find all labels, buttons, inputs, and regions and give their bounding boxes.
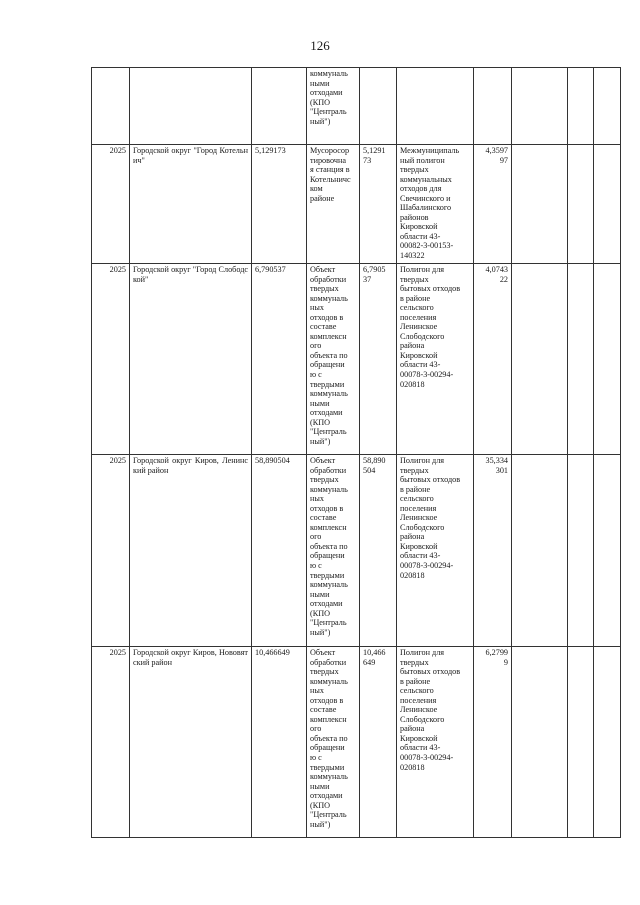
object-line: комплексн [310, 714, 347, 724]
empty-cell [568, 264, 594, 455]
object-line: ных [310, 494, 324, 504]
object-line: коммуналь [310, 580, 348, 590]
object-line: (КПО [310, 608, 331, 618]
object-line: коммуналь [310, 293, 348, 303]
object-line: ными [310, 589, 330, 599]
object-cell [307, 647, 360, 838]
destination-line: Ленинское [400, 513, 438, 523]
destination-line: 00078-3-00294- [400, 370, 454, 380]
object-line: ными [310, 398, 330, 408]
destination-line: Ленинское [400, 705, 438, 715]
object-line: ными [310, 781, 330, 791]
value-cell [474, 68, 512, 145]
object-line: ный") [310, 819, 331, 829]
empty-cell [512, 68, 568, 145]
destination-line: Кировской [400, 222, 438, 232]
volume-cell: 10,466649 [252, 647, 307, 838]
empty-cell [568, 145, 594, 264]
object-line: ю с [310, 561, 322, 571]
value-line: 301 [495, 465, 508, 475]
object-line: отходов в [310, 503, 344, 513]
value-cell [474, 455, 512, 647]
object-line: комплексн [310, 522, 347, 532]
object-line: ными [310, 78, 330, 88]
quantity-cell [360, 264, 397, 455]
destination-line: Слободского [400, 714, 445, 724]
destination-line: Кировской [400, 733, 438, 743]
value-line: 9 [503, 657, 508, 667]
object-line: (КПО [310, 800, 331, 810]
empty-cell [594, 455, 621, 647]
municipality-cell: Городской округ "Город Слободской" [130, 264, 252, 455]
value-line: 4,3597 [485, 146, 508, 155]
destination-line: районов [400, 212, 429, 222]
destination-line: сельского [400, 303, 434, 313]
destination-line: твердых [400, 657, 429, 667]
table-row [92, 455, 621, 647]
year-cell [92, 68, 130, 145]
destination-line: 00082-3-00153- [400, 241, 454, 251]
object-line: ком [310, 184, 323, 194]
destination-line: в районе [400, 676, 431, 686]
destination-line: в районе [400, 484, 431, 494]
destination-line: поселения [400, 312, 437, 322]
value-line: 22 [499, 274, 508, 284]
object-line: тировочна [310, 155, 346, 165]
object-line: "Централь [310, 107, 347, 117]
volume-cell: 6,790537 [252, 264, 307, 455]
destination-line: Шабалинского [400, 203, 452, 213]
object-line: (КПО [310, 417, 331, 427]
object-line: "Централь [310, 618, 347, 628]
object-cell [307, 264, 360, 455]
object-line: ю с [310, 370, 322, 380]
destination-line: Слободского [400, 331, 445, 341]
empty-cell [568, 455, 594, 647]
year-cell: 2025 [92, 647, 130, 838]
object-line: отходов в [310, 695, 344, 705]
destination-line: Межмуниципаль [400, 146, 460, 155]
object-line: коммуналь [310, 676, 348, 686]
destination-line: бытовых отходов [400, 475, 461, 485]
municipality-cell: Городской округ Киров, Ленинский район [130, 455, 252, 647]
destination-line: 020818 [400, 379, 425, 389]
volume-cell: 5,129173 [252, 145, 307, 264]
empty-cell [594, 264, 621, 455]
object-line: обработки [310, 657, 347, 667]
destination-line: отходов для [400, 184, 442, 194]
object-line: ный") [310, 627, 331, 637]
object-line: ого [310, 724, 322, 734]
object-line: Котельничс [310, 174, 351, 184]
value-cell [474, 264, 512, 455]
destination-line: поселения [400, 503, 437, 513]
destination-cell [397, 264, 474, 455]
object-line: Мусоросор [310, 146, 350, 155]
quantity-line: 58,890 [363, 456, 386, 465]
destination-line: 020818 [400, 570, 425, 580]
object-cell [307, 68, 360, 145]
object-line: ный") [310, 116, 331, 126]
object-cell [307, 455, 360, 647]
year-cell: 2025 [92, 455, 130, 647]
destination-line: Полигон для [400, 648, 445, 657]
quantity-line: 504 [363, 465, 376, 475]
destination-line: твердых [400, 465, 429, 475]
object-line: ого [310, 341, 322, 351]
object-line: коммуналь [310, 484, 348, 494]
quantity-cell [360, 145, 397, 264]
object-line: отходами [310, 408, 343, 418]
value-line: 97 [499, 155, 508, 165]
quantity-line: 649 [363, 657, 376, 667]
destination-line: сельского [400, 494, 434, 504]
object-line: ого [310, 532, 322, 542]
object-line: отходами [310, 88, 343, 98]
object-line: коммуналь [310, 69, 348, 78]
municipality-cell [130, 68, 252, 145]
value-line: 35,334 [485, 456, 508, 465]
object-line: твердыми [310, 570, 345, 580]
empty-cell [568, 647, 594, 838]
destination-line: Ленинское [400, 322, 438, 332]
quantity-line: 10,466 [363, 648, 386, 657]
destination-line: района [400, 532, 425, 542]
destination-line: района [400, 724, 425, 734]
municipality-cell: Городской округ Киров, Нововятский район [130, 647, 252, 838]
object-line: твердых [310, 284, 339, 294]
volume-cell: 58,890504 [252, 455, 307, 647]
object-line: коммуналь [310, 389, 348, 399]
object-line: составе [310, 322, 337, 332]
quantity-cell [360, 68, 397, 145]
object-line: составе [310, 705, 337, 715]
object-line: обработки [310, 465, 347, 475]
destination-line: области 43- [400, 360, 441, 370]
object-line: (КПО [310, 97, 331, 107]
object-line: Объект [310, 265, 336, 274]
table-row [92, 68, 621, 145]
object-line: отходами [310, 791, 343, 801]
page-number: 126 [310, 38, 330, 53]
object-line: составе [310, 513, 337, 523]
destination-cell [397, 647, 474, 838]
destination-line: в районе [400, 293, 431, 303]
destination-line: 00078-3-00294- [400, 753, 454, 763]
empty-cell [594, 68, 621, 145]
object-line: объекта по [310, 350, 348, 360]
object-line: ных [310, 303, 324, 313]
object-line: обработки [310, 274, 347, 284]
destination-line: Кировской [400, 350, 438, 360]
value-line: 4,0743 [485, 265, 508, 274]
quantity-line: 73 [363, 155, 372, 165]
object-line: обращени [310, 551, 345, 561]
municipality-cell: Городской округ "Город Котельнич" [130, 145, 252, 264]
destination-line: коммунальных [400, 174, 452, 184]
destination-line: ный полигон [400, 155, 445, 165]
object-line: комплексн [310, 331, 347, 341]
object-line: "Централь [310, 427, 347, 437]
empty-cell [512, 455, 568, 647]
destination-cell [397, 145, 474, 264]
object-line: ный") [310, 436, 331, 446]
destination-cell [397, 68, 474, 145]
destination-line: Кировской [400, 541, 438, 551]
destination-line: Полигон для [400, 265, 445, 274]
table-body [92, 68, 621, 838]
destination-line: Полигон для [400, 456, 445, 465]
destination-line: 140322 [400, 251, 425, 261]
destination-line: области 43- [400, 743, 441, 753]
object-line: Объект [310, 648, 336, 657]
object-line: районе [310, 193, 335, 203]
empty-cell [512, 647, 568, 838]
object-line: отходов в [310, 312, 344, 322]
empty-cell [594, 647, 621, 838]
volume-cell [252, 68, 307, 145]
table-row [92, 264, 621, 455]
object-line: твердых [310, 667, 339, 677]
value-line: 6,2799 [485, 648, 508, 657]
quantity-line: 37 [363, 274, 372, 284]
quantity-cell [360, 647, 397, 838]
object-line: твердых [310, 475, 339, 485]
waste-flow-table [91, 67, 621, 838]
destination-line: бытовых отходов [400, 284, 461, 294]
object-line: твердыми [310, 762, 345, 772]
destination-line: Свечинского и [400, 193, 451, 203]
object-line: я станция в [310, 165, 350, 175]
destination-line: твердых [400, 165, 429, 175]
empty-cell [594, 145, 621, 264]
object-line: Объект [310, 456, 336, 465]
value-cell [474, 145, 512, 264]
destination-line: области 43- [400, 551, 441, 561]
object-line: обращени [310, 743, 345, 753]
empty-cell [512, 264, 568, 455]
empty-cell [512, 145, 568, 264]
table-row [92, 647, 621, 838]
object-line: "Централь [310, 810, 347, 820]
destination-line: сельского [400, 686, 434, 696]
destination-line: поселения [400, 695, 437, 705]
object-line: коммуналь [310, 772, 348, 782]
object-line: ных [310, 686, 324, 696]
value-cell [474, 647, 512, 838]
year-cell: 2025 [92, 145, 130, 264]
object-line: отходами [310, 599, 343, 609]
quantity-line: 5,1291 [363, 146, 386, 155]
object-line: твердыми [310, 379, 345, 389]
destination-line: твердых [400, 274, 429, 284]
destination-cell [397, 455, 474, 647]
empty-cell [568, 68, 594, 145]
destination-line: 020818 [400, 762, 425, 772]
quantity-line: 6,7905 [363, 265, 386, 274]
object-line: объекта по [310, 541, 348, 551]
year-cell: 2025 [92, 264, 130, 455]
destination-line: Слободского [400, 522, 445, 532]
object-line: ю с [310, 753, 322, 763]
table-row [92, 145, 621, 264]
destination-line: бытовых отходов [400, 667, 461, 677]
quantity-cell [360, 455, 397, 647]
destination-line: района [400, 341, 425, 351]
destination-line: 00078-3-00294- [400, 561, 454, 571]
destination-line: области 43- [400, 231, 441, 241]
object-line: объекта по [310, 733, 348, 743]
object-cell [307, 145, 360, 264]
object-line: обращени [310, 360, 345, 370]
